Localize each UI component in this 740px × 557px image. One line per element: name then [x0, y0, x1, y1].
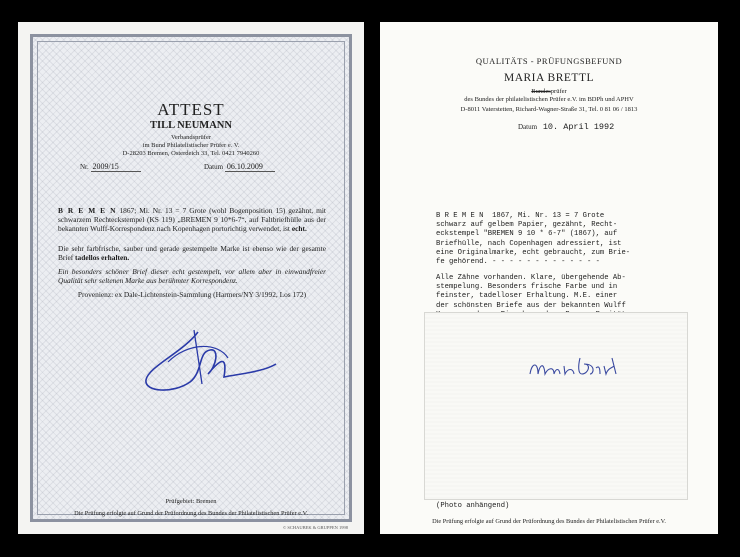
quality-statement	[58, 244, 326, 262]
examiner-association: des Bundes der philatelistischen Prüfer e.V. im BDPh und APHV	[464, 96, 634, 103]
photo-note: (Photo anhängend)	[436, 502, 510, 510]
examination-area: Prüfgebiet: Bremen	[165, 498, 217, 505]
printer-mark: © SCHAUBEK & GRUPPEN 1998	[282, 525, 348, 530]
report-date-row	[518, 122, 614, 132]
role-rest: prüfer	[550, 88, 567, 95]
nr-value: 2009/15	[91, 162, 141, 172]
certificate-footer: Die Prüfung erfolgte auf Grund der Prüfordnung des Bundes der Philatelistischen Prüfer e.V.	[74, 510, 308, 517]
role-struck: Bundes	[531, 88, 551, 95]
certificate-date-row	[204, 162, 275, 172]
date-value: 10. April 1992	[542, 122, 615, 132]
desc-lead: B R E M E N	[58, 206, 117, 215]
certificate-title: ATTEST	[157, 100, 225, 119]
examiner-name: TILL NEUMANN	[150, 120, 232, 131]
certificate-number-row	[80, 162, 141, 172]
quality-body: Die sehr farbfrische, sauber und gerade gestempelte Marke ist ebenso wie der gesamte Brief	[58, 244, 326, 262]
date-value: 06.10.2009	[225, 162, 275, 172]
report-heading: QUALITÄTS - PRÜFUNGSBEFUND	[475, 56, 623, 66]
date-label: Datum	[204, 163, 224, 171]
report-footer: Die Prüfung erfolgte auf Grund der Prüfordnung des Bundes der Philatelistischen Prüfer e.V.	[432, 518, 666, 525]
examiner-signature	[526, 352, 622, 388]
nr-label: Nr.	[80, 163, 89, 171]
provenance-statement: Provenienz: ex Dale-Lichtenstein-Sammlung (Harmers/NY 3/1992, Los 172)	[77, 290, 307, 299]
desc-body: 1867; Mi. Nr. 13 = 7 Grote (wohl Bogenposition 15) gezähnt, mit schwarzem Rechteckstempel (KS 119) „BREMEN 9 10*6-7“, auf Faltbriefhülle aus der bekannten Wulff-Korrespondenz nach Kopenhagen portorichtig verwendet, ist	[58, 206, 326, 233]
examiner-name: MARIA BRETTL	[503, 72, 594, 84]
photo-area	[424, 312, 688, 500]
attest-certificate	[18, 22, 364, 534]
examiner-address: D-8011 Vaterstetten, Richard-Wagner-Straße 31, Tel. 0 81 06 / 1813	[460, 106, 638, 113]
quality-verdict: tadellos erhalten.	[75, 253, 130, 262]
examiner-signature	[128, 322, 278, 402]
quality-report	[380, 22, 718, 534]
examiner-association: im Bund Philatelistischer Prüfer e. V.	[142, 142, 240, 149]
examiner-role: Verbandsprüfer	[170, 134, 212, 141]
stamp-description: B R E M E N 1867, Mi. Nr. 13 = 7 Grote schwarz auf gelbem Papier, gezähnt, Recht- eckstempel "BREMEN 9 10 * 6-7" (1867), auf Briefhülle, nach Copenhagen adressiert, ist eine Originalmarke, echt gebraucht, zum Brie- fe gehörend. - - - - - - - - - - - - -	[436, 212, 631, 267]
stamp-description	[58, 206, 326, 233]
date-label: Datum	[518, 123, 538, 131]
remark-statement: Ein besonders schöner Brief dieser echt gestempelt, vor allem aber in einwandfreier Qualität sehr seltenen Marke aus berühmter Korrespondenz.	[58, 267, 326, 285]
quality-statement: Alle Zähne vorhanden. Klare, übergehende Ab- stempelung. Besonders frische Farbe und in feinster, tadelloser Erhaltung. M.E. einer der schönsten Briefe aus der bekannten Wulff	[436, 274, 626, 310]
desc-verdict: echt.	[291, 224, 307, 233]
examiner-address: D-28203 Bremen, Osterdeich 33, Tel. 0421 7940260	[122, 150, 260, 157]
examiner-role	[380, 88, 718, 95]
